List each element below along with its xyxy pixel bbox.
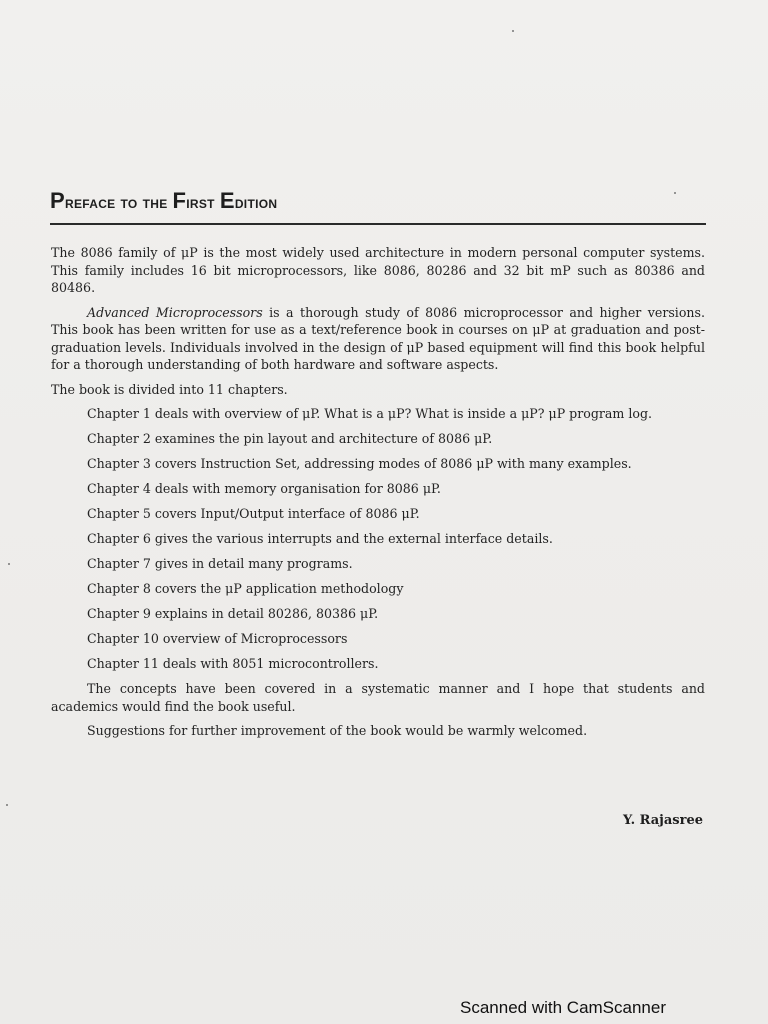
title-word-the: the — [142, 193, 168, 212]
chapter-list — [51, 405, 705, 673]
scan-speck — [6, 804, 8, 806]
title-initial-f: F — [172, 188, 187, 213]
chapter-item: Chapter 10 overview of Microprocessors — [87, 631, 348, 646]
paragraph-about-book — [51, 304, 705, 374]
chapter-item: Chapter 8 covers the μP application methodology — [87, 581, 404, 596]
chapter-item: Chapter 5 covers Input/Output interface of 8086 μP. — [87, 506, 420, 521]
author-signature: Y. Rajasree — [622, 813, 703, 828]
title-initial-p: P — [50, 188, 65, 213]
title-word-preface: reface — [64, 193, 116, 212]
scan-speck — [512, 30, 514, 32]
title-word-first: irst — [186, 193, 215, 212]
chapter-item: Chapter 6 gives the various interrupts and the external interface details. — [87, 531, 553, 546]
chapter-item: Chapter 1 deals with overview of μP. What is a μP? What is inside a μP? μP program log. — [87, 406, 653, 421]
chapter-item: Chapter 3 covers Instruction Set, addressing modes of 8086 μP with many examples. — [87, 456, 632, 471]
title-initial-e: E — [219, 188, 235, 213]
title-underline — [50, 223, 706, 225]
paragraph-intro: The 8086 family of μP is the most widely used architecture in modern personal computer systems. This family includes 16 bit microprocessors, like 8086, 80286 and 32 bit mP such as 80386 and 80486. — [51, 245, 705, 295]
chapter-item: Chapter 2 examines the pin layout and architecture of 8086 μP. — [87, 431, 493, 446]
scan-speck — [8, 563, 10, 565]
paragraph-about-book-text: is a thorough study of 8086 microprocessor and higher versions. This book has been written for use as a text/reference book in courses on μP at graduation and post-graduation levels. Individuals involved in the design of μP based equipment will find this book helpful for a thorough understanding of both hardware and software aspects. — [51, 304, 705, 372]
title-word-to: to — [120, 193, 138, 212]
paragraph-chapter-count: The book is divided into 11 chapters. — [51, 381, 288, 397]
chapter-item: Chapter 9 explains in detail 80286, 80386 μP. — [87, 606, 379, 621]
chapter-item: Chapter 7 gives in detail many programs. — [87, 556, 353, 571]
book-title-italic: Advanced Microprocessors — [87, 304, 263, 320]
chapter-item: Chapter 4 deals with memory organisation for 8086 μP. — [87, 481, 441, 496]
camscanner-footer: Scanned with CamScanner — [460, 998, 667, 1017]
page-title — [50, 188, 706, 214]
title-word-edition: dition — [234, 193, 278, 212]
paragraph-suggestions: Suggestions for further improvement of the book would be warmly welcomed. — [87, 723, 588, 738]
preface-body — [51, 244, 705, 747]
paragraph-concepts: The concepts have been covered in a systematic manner and I hope that students and academics would find the book useful. — [51, 681, 705, 714]
chapter-item: Chapter 11 deals with 8051 microcontrollers. — [87, 656, 379, 671]
scan-speck — [674, 192, 676, 194]
